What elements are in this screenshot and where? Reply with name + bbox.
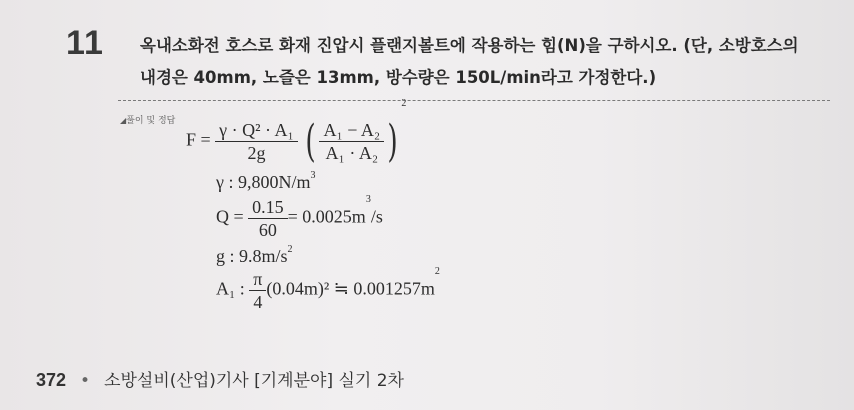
a1-denominator: 4	[253, 292, 263, 312]
question-line-2: 내경은 40mm, 노즐은 13mm, 방수량은 150L/min라고 가정한다.)	[140, 68, 657, 87]
g-text: g : 9.8m/s	[216, 246, 288, 266]
page-footer	[36, 366, 404, 391]
formula-inner-numerator: A₁ − A₂	[319, 119, 384, 142]
formula-main-fraction	[215, 119, 298, 164]
question-line-1: 옥내소화전 호스로 화재 진압시 플랜지볼트에 작용하는 힘(N)을 구하시오. (단, 소방호스의	[140, 36, 799, 55]
g-exp: 2	[287, 244, 293, 255]
q-rhs-exp: 3	[365, 194, 371, 205]
formula-inner-denominator: A₁ · A₂	[325, 143, 379, 163]
a1-fraction	[249, 268, 266, 313]
formula-main-denominator: 2g	[247, 143, 266, 163]
formula-main-numerator: γ · Q² · A₁	[215, 119, 298, 142]
a1-numerator: π	[249, 268, 266, 291]
q-rhs-tail: /s	[370, 206, 383, 227]
question-number: 11	[66, 24, 104, 62]
formula-main-exp: 2	[401, 98, 407, 109]
q-denominator: 60	[258, 220, 277, 240]
solution-tag	[120, 113, 175, 126]
question-text	[140, 30, 840, 94]
right-paren: )	[387, 116, 398, 167]
formula-inner-fraction	[319, 119, 384, 164]
formula-q	[216, 196, 383, 241]
gamma-text: γ : 9,800N/m	[216, 172, 311, 192]
book-title: 소방설비(산업)기사 [기계분야] 실기 2차	[104, 371, 404, 391]
triangle-icon: ◢	[120, 116, 127, 125]
formula-a1	[216, 268, 440, 313]
page-number: 372	[36, 370, 67, 390]
q-rhs: = 0.0025m	[287, 206, 366, 227]
solution-tag-label: 풀이 및 정답	[126, 116, 176, 126]
divider	[118, 100, 830, 101]
formula-g	[216, 246, 293, 267]
gamma-exp: 3	[310, 170, 316, 181]
formula-main	[186, 98, 407, 167]
left-paren: (	[305, 116, 317, 167]
a1-exp: 2	[434, 266, 440, 277]
q-numerator: 0.15	[248, 196, 288, 219]
a1-lhs: A₁ :	[216, 278, 245, 299]
footer-bullet: •	[80, 371, 91, 391]
a1-rhs: (0.04m)² ≒ 0.001257m	[266, 278, 435, 299]
formula-gamma	[216, 172, 315, 193]
q-fraction	[248, 196, 288, 241]
formula-main-lhs: F =	[186, 129, 211, 150]
q-lhs: Q =	[216, 206, 244, 227]
